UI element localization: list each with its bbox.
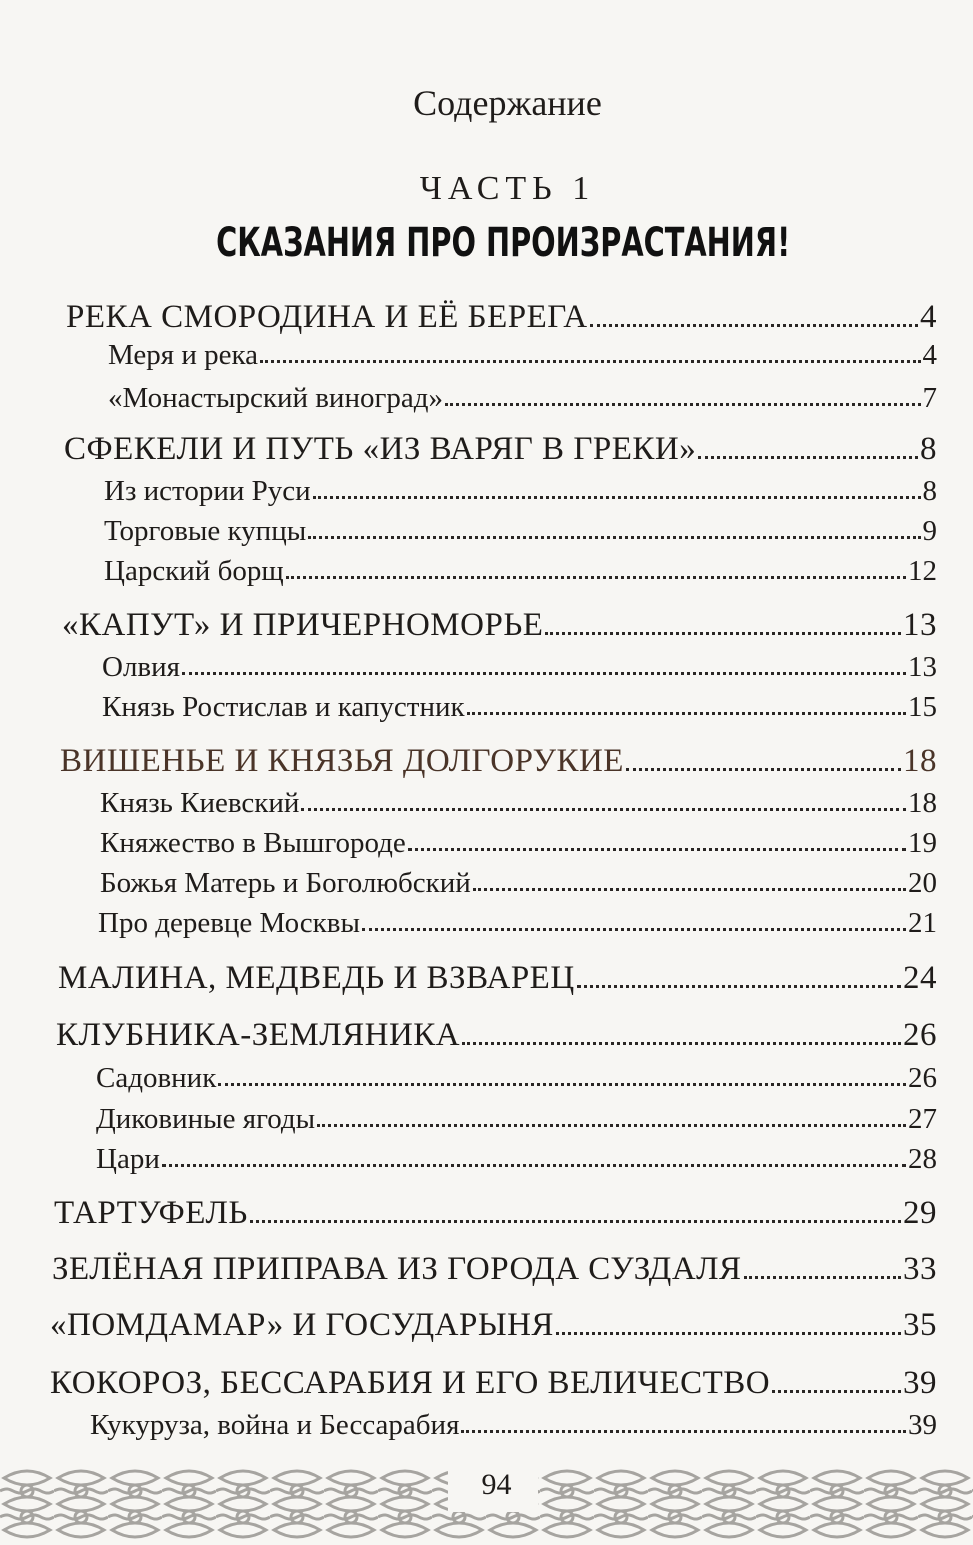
toc-entry-page: 13 (903, 607, 937, 643)
toc-entry-section (50, 1304, 937, 1344)
toc-entry-section (64, 428, 937, 468)
toc-entry-subsection (108, 332, 937, 372)
toc-entry-page: 13 (908, 651, 937, 683)
toc-entry-subsection (102, 644, 937, 684)
dot-leader (313, 496, 921, 499)
dot-leader (250, 1220, 901, 1223)
dot-leader (556, 1332, 901, 1335)
part-label: ЧАСТЬ 1 (419, 170, 596, 207)
toc-entry-page: 18 (908, 787, 937, 819)
toc-entry-title: «КАПУТ» И ПРИЧЕРНОМОРЬЕ (62, 607, 544, 643)
toc-entry-title: КЛУБНИКА-ЗЕМЛЯНИКА (56, 1017, 461, 1053)
toc-entry-page: 39 (903, 1365, 937, 1401)
toc-entry-title: Садовник (96, 1062, 217, 1094)
dot-leader (461, 1430, 906, 1433)
dot-leader (462, 1042, 901, 1045)
dot-leader (626, 768, 901, 771)
page-number: 94 (481, 1468, 512, 1501)
dot-leader (260, 360, 920, 363)
toc-entry-subsection (108, 375, 937, 415)
toc-entry-section (58, 957, 937, 997)
toc-entry-subsection (96, 1136, 937, 1176)
toc-entry-title: Княжество в Вышгороде (100, 827, 406, 859)
dot-leader (577, 985, 901, 988)
toc-entry-subsection (104, 468, 937, 508)
toc-entry-title: «ПОМДАМАР» И ГОСУДАРЫНЯ (50, 1307, 554, 1343)
dot-leader (317, 1124, 906, 1127)
toc-entry-section (60, 740, 937, 780)
dot-leader (545, 632, 901, 635)
toc-entry-page: 8 (920, 431, 937, 467)
toc-entry-title: ВИШЕНЬЕ И КНЯЗЬЯ ДОЛГОРУКИЕ (60, 743, 624, 779)
toc-entry-page: 21 (908, 907, 937, 939)
dot-leader (301, 808, 906, 811)
toc-entry-title: ЗЕЛЁНАЯ ПРИПРАВА ИЗ ГОРОДА СУЗДАЛЯ (52, 1251, 742, 1287)
toc-entry-page: 35 (903, 1307, 937, 1343)
toc-entry-subsection (98, 900, 937, 940)
dot-leader (362, 928, 906, 931)
toc-entry-subsection (100, 820, 937, 860)
toc-entry-page: 26 (903, 1017, 937, 1053)
dot-leader (408, 848, 906, 851)
toc-entry-section (54, 1192, 937, 1232)
toc-entry-page: 39 (908, 1409, 937, 1441)
toc-entry-section (52, 1248, 937, 1288)
toc-entry-subsection (96, 1055, 937, 1095)
toc-entry-title: Царский борщ (104, 555, 284, 587)
toc-entry-title: Князь Ростислав и капустник (102, 691, 465, 723)
toc-entry-section (62, 604, 937, 644)
toc-entry-title: РЕКА СМОРОДИНА И ЕЁ БЕРЕГА (66, 299, 588, 335)
toc-entry-page: 24 (903, 960, 937, 996)
toc-entry-section (66, 296, 937, 336)
toc-entry-title: Торговые купцы (104, 515, 307, 547)
dot-leader (218, 1083, 906, 1086)
dot-leader (286, 576, 906, 579)
part-title: СКАЗАНИЯ ПРО ПРОИЗРАСТАНИЯ! (216, 220, 791, 266)
toc-entry-title: «Монастырский виноград» (108, 382, 443, 414)
dot-leader (590, 324, 918, 327)
toc-entry-title: ТАРТУФЕЛЬ (54, 1195, 248, 1231)
dot-leader (772, 1390, 901, 1393)
toc-entry-page: 9 (922, 515, 937, 547)
toc-entry-title: Про деревце Москвы (98, 907, 360, 939)
toc-entry-page: 26 (908, 1062, 937, 1094)
toc-entry-page: 4 (922, 339, 937, 371)
toc-entry-page: 27 (908, 1103, 937, 1135)
toc-entry-title: КОКОРОЗ, БЕССАРАБИЯ И ЕГО ВЕЛИЧЕСТВО (50, 1365, 771, 1401)
toc-entry-subsection (102, 684, 937, 724)
dot-leader (473, 888, 906, 891)
toc-entry-page: 29 (903, 1195, 937, 1231)
toc-entry-title: Князь Киевский (100, 787, 300, 819)
toc-entry-page: 19 (908, 827, 937, 859)
dot-leader (698, 456, 918, 459)
toc-entry-title: Диковиные ягоды (96, 1103, 316, 1135)
toc-entry-page: 28 (908, 1143, 937, 1175)
toc-entry-title: Кукуруза, война и Бессарабия (90, 1409, 460, 1441)
toc-entry-page: 15 (908, 691, 937, 723)
toc-entry-subsection (90, 1402, 937, 1442)
toc-entry-page: 33 (903, 1251, 937, 1287)
toc-entry-title: МАЛИНА, МЕДВЕДЬ И ВЗВАРЕЦ (58, 960, 575, 996)
toc-entry-page: 4 (920, 299, 937, 335)
toc-entry-title: СФЕКЕЛИ И ПУТЬ «ИЗ ВАРЯГ В ГРЕКИ» (64, 431, 697, 467)
toc-entry-page: 8 (922, 475, 937, 507)
dot-leader (744, 1276, 901, 1279)
toc-entry-subsection (100, 860, 937, 900)
toc-entry-subsection (96, 1096, 937, 1136)
toc-entry-section (50, 1362, 937, 1402)
toc-entry-page: 12 (908, 555, 937, 587)
contents-title: Содержание (413, 83, 602, 123)
toc-entry-section (56, 1014, 937, 1054)
toc-entry-title: Олвия (102, 651, 180, 683)
toc-entry-subsection (104, 508, 937, 548)
dot-leader (467, 712, 906, 715)
dot-leader (182, 672, 906, 675)
dot-leader (308, 536, 920, 539)
toc-entry-page: 7 (922, 382, 937, 414)
toc-entry-subsection (104, 548, 937, 588)
toc-entry-title: Из истории Руси (104, 475, 311, 507)
toc-entry-page: 18 (903, 743, 937, 779)
toc-entry-title: Божья Матерь и Боголюбский (100, 867, 471, 899)
toc-entry-page: 20 (908, 867, 937, 899)
dot-leader (162, 1164, 906, 1167)
toc-entry-subsection (100, 780, 937, 820)
toc-entry-title: Меря и река (108, 339, 259, 371)
dot-leader (445, 403, 921, 406)
toc-entry-title: Цари (96, 1143, 160, 1175)
